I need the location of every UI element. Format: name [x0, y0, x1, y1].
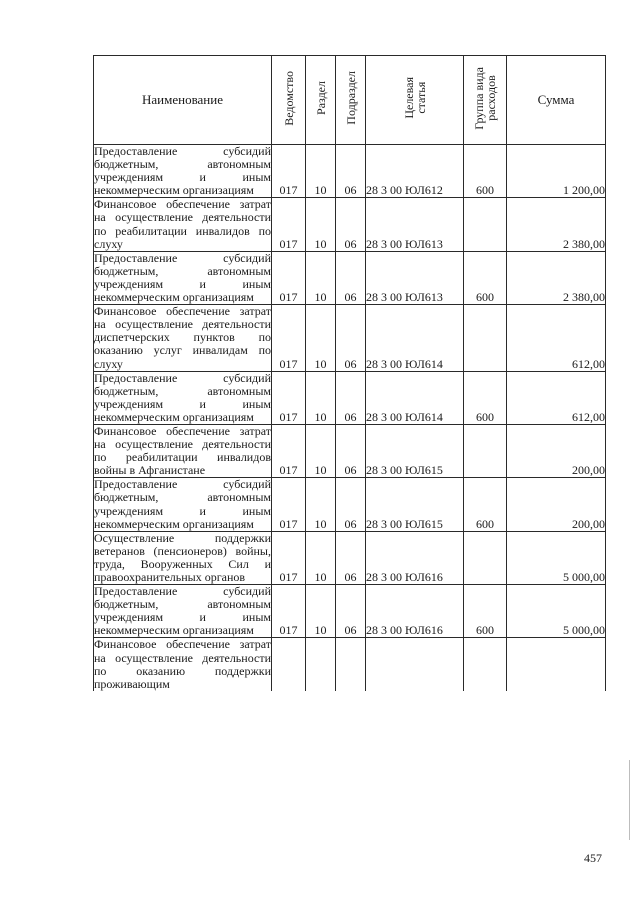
row-sum: 612,00: [507, 371, 606, 424]
row-name: Финансовое обеспечение затрат на осуществление деятельности по реабилитации инвалидов по слуху: [94, 197, 271, 251]
row-razdel: 10: [306, 251, 336, 304]
row-target-article: 28 3 00 ЮЛ613: [366, 251, 464, 304]
row-name: Предоставление субсидий бюджетным, автономным учреждениям и иным некоммерческим организациям: [94, 144, 271, 198]
header-row: [94, 56, 606, 145]
row-expense-group: [464, 305, 507, 371]
row-razdel: 10: [306, 305, 336, 371]
table-row: [94, 198, 606, 251]
row-name: Осуществление поддержки ветеранов (пенсионеров) войны, труда, Вооруженных Сил и правоохранительных органов: [94, 530, 271, 584]
row-vedomstvo: 017: [272, 531, 306, 584]
row-expense-group: [464, 424, 507, 477]
row-podrazdel: 06: [336, 251, 366, 304]
row-sum: 5 000,00: [507, 585, 606, 638]
header-sum: Сумма: [507, 56, 606, 145]
row-razdel: 10: [306, 198, 336, 251]
row-expense-group: [464, 531, 507, 584]
row-razdel: 10: [306, 371, 336, 424]
header-target-article: Целевая статья: [366, 56, 464, 145]
row-name: Финансовое обеспечение затрат на осуществление деятельности по оказанию поддержки проживающим: [94, 637, 271, 691]
table-row: [94, 424, 606, 477]
row-sum: 5 000,00: [507, 531, 606, 584]
page-number: 457: [584, 851, 602, 865]
row-name: Предоставление субсидий бюджетным, автономным учреждениям и иным некоммерческим организациям: [94, 477, 271, 531]
table-row: [94, 531, 606, 584]
row-podrazdel: [336, 638, 366, 691]
row-target-article: 28 3 00 ЮЛ614: [366, 371, 464, 424]
row-name: Финансовое обеспечение затрат на осуществление деятельности по реабилитации инвалидов войны в Афганистане: [94, 423, 271, 478]
row-target-article: 28 3 00 ЮЛ615: [366, 424, 464, 477]
table-row: [94, 305, 606, 371]
row-target-article: 28 3 00 ЮЛ615: [366, 478, 464, 531]
row-vedomstvo: 017: [272, 251, 306, 304]
row-razdel: [306, 638, 336, 691]
row-razdel: 10: [306, 531, 336, 584]
row-vedomstvo: 017: [272, 585, 306, 638]
row-podrazdel: 06: [336, 145, 366, 198]
row-target-article: 28 3 00 ЮЛ614: [366, 305, 464, 371]
row-vedomstvo: 017: [272, 478, 306, 531]
row-vedomstvo: 017: [272, 424, 306, 477]
scan-edge-mark: [629, 760, 630, 840]
table-row: [94, 638, 606, 691]
row-razdel: 10: [306, 145, 336, 198]
row-sum: [507, 638, 606, 691]
header-expense-group: Группа вида расходов: [464, 56, 507, 145]
row-vedomstvo: 017: [272, 305, 306, 371]
table-row: [94, 145, 606, 198]
row-name: Предоставление субсидий бюджетным, автономным учреждениям и иным некоммерческим организациям: [94, 370, 271, 424]
row-target-article: 28 3 00 ЮЛ616: [366, 531, 464, 584]
row-expense-group: 600: [464, 145, 507, 198]
row-sum: 612,00: [507, 305, 606, 371]
row-razdel: 10: [306, 424, 336, 477]
row-expense-group: 600: [464, 585, 507, 638]
row-podrazdel: 06: [336, 478, 366, 531]
row-target-article: 28 3 00 ЮЛ612: [366, 145, 464, 198]
row-expense-group: 600: [464, 478, 507, 531]
row-expense-group: 600: [464, 251, 507, 304]
row-podrazdel: 06: [336, 371, 366, 424]
row-name: Предоставление субсидий бюджетным, автономным учреждениям и иным некоммерческим организациям: [94, 250, 271, 305]
row-razdel: 10: [306, 478, 336, 531]
row-expense-group: 600: [464, 371, 507, 424]
row-target-article: 28 3 00 ЮЛ616: [366, 585, 464, 638]
row-target-article: 28 3 00 ЮЛ613: [366, 198, 464, 251]
row-podrazdel: 06: [336, 305, 366, 371]
row-vedomstvo: [272, 638, 306, 691]
row-sum: 1 200,00: [507, 145, 606, 198]
row-sum: 200,00: [507, 478, 606, 531]
row-podrazdel: 06: [336, 424, 366, 477]
table-row: [94, 478, 606, 531]
row-podrazdel: 06: [336, 198, 366, 251]
row-sum: 200,00: [507, 424, 606, 477]
row-sum: 2 380,00: [507, 251, 606, 304]
header-vedomstvo: Ведомство: [272, 56, 306, 145]
row-podrazdel: 06: [336, 585, 366, 638]
row-sum: 2 380,00: [507, 198, 606, 251]
row-vedomstvo: 017: [272, 371, 306, 424]
row-name: Предоставление субсидий бюджетным, автономным учреждениям и иным некоммерческим организациям: [94, 584, 271, 638]
row-expense-group: [464, 638, 507, 691]
table-row: [94, 585, 606, 638]
budget-table: [93, 55, 606, 691]
row-target-article: [366, 638, 464, 691]
table-row: [94, 251, 606, 304]
row-name: Финансовое обеспечение затрат на осуществление деятельности диспетчерских пунктов по оказанию услуг инвалидам по слуху: [94, 304, 271, 371]
row-razdel: 10: [306, 585, 336, 638]
row-podrazdel: 06: [336, 531, 366, 584]
row-expense-group: [464, 198, 507, 251]
table-row: [94, 371, 606, 424]
header-name: Наименование: [94, 56, 272, 145]
row-vedomstvo: 017: [272, 145, 306, 198]
row-vedomstvo: 017: [272, 198, 306, 251]
header-razdel: Раздел: [306, 56, 336, 145]
header-podrazdel: Подраздел: [336, 56, 366, 145]
